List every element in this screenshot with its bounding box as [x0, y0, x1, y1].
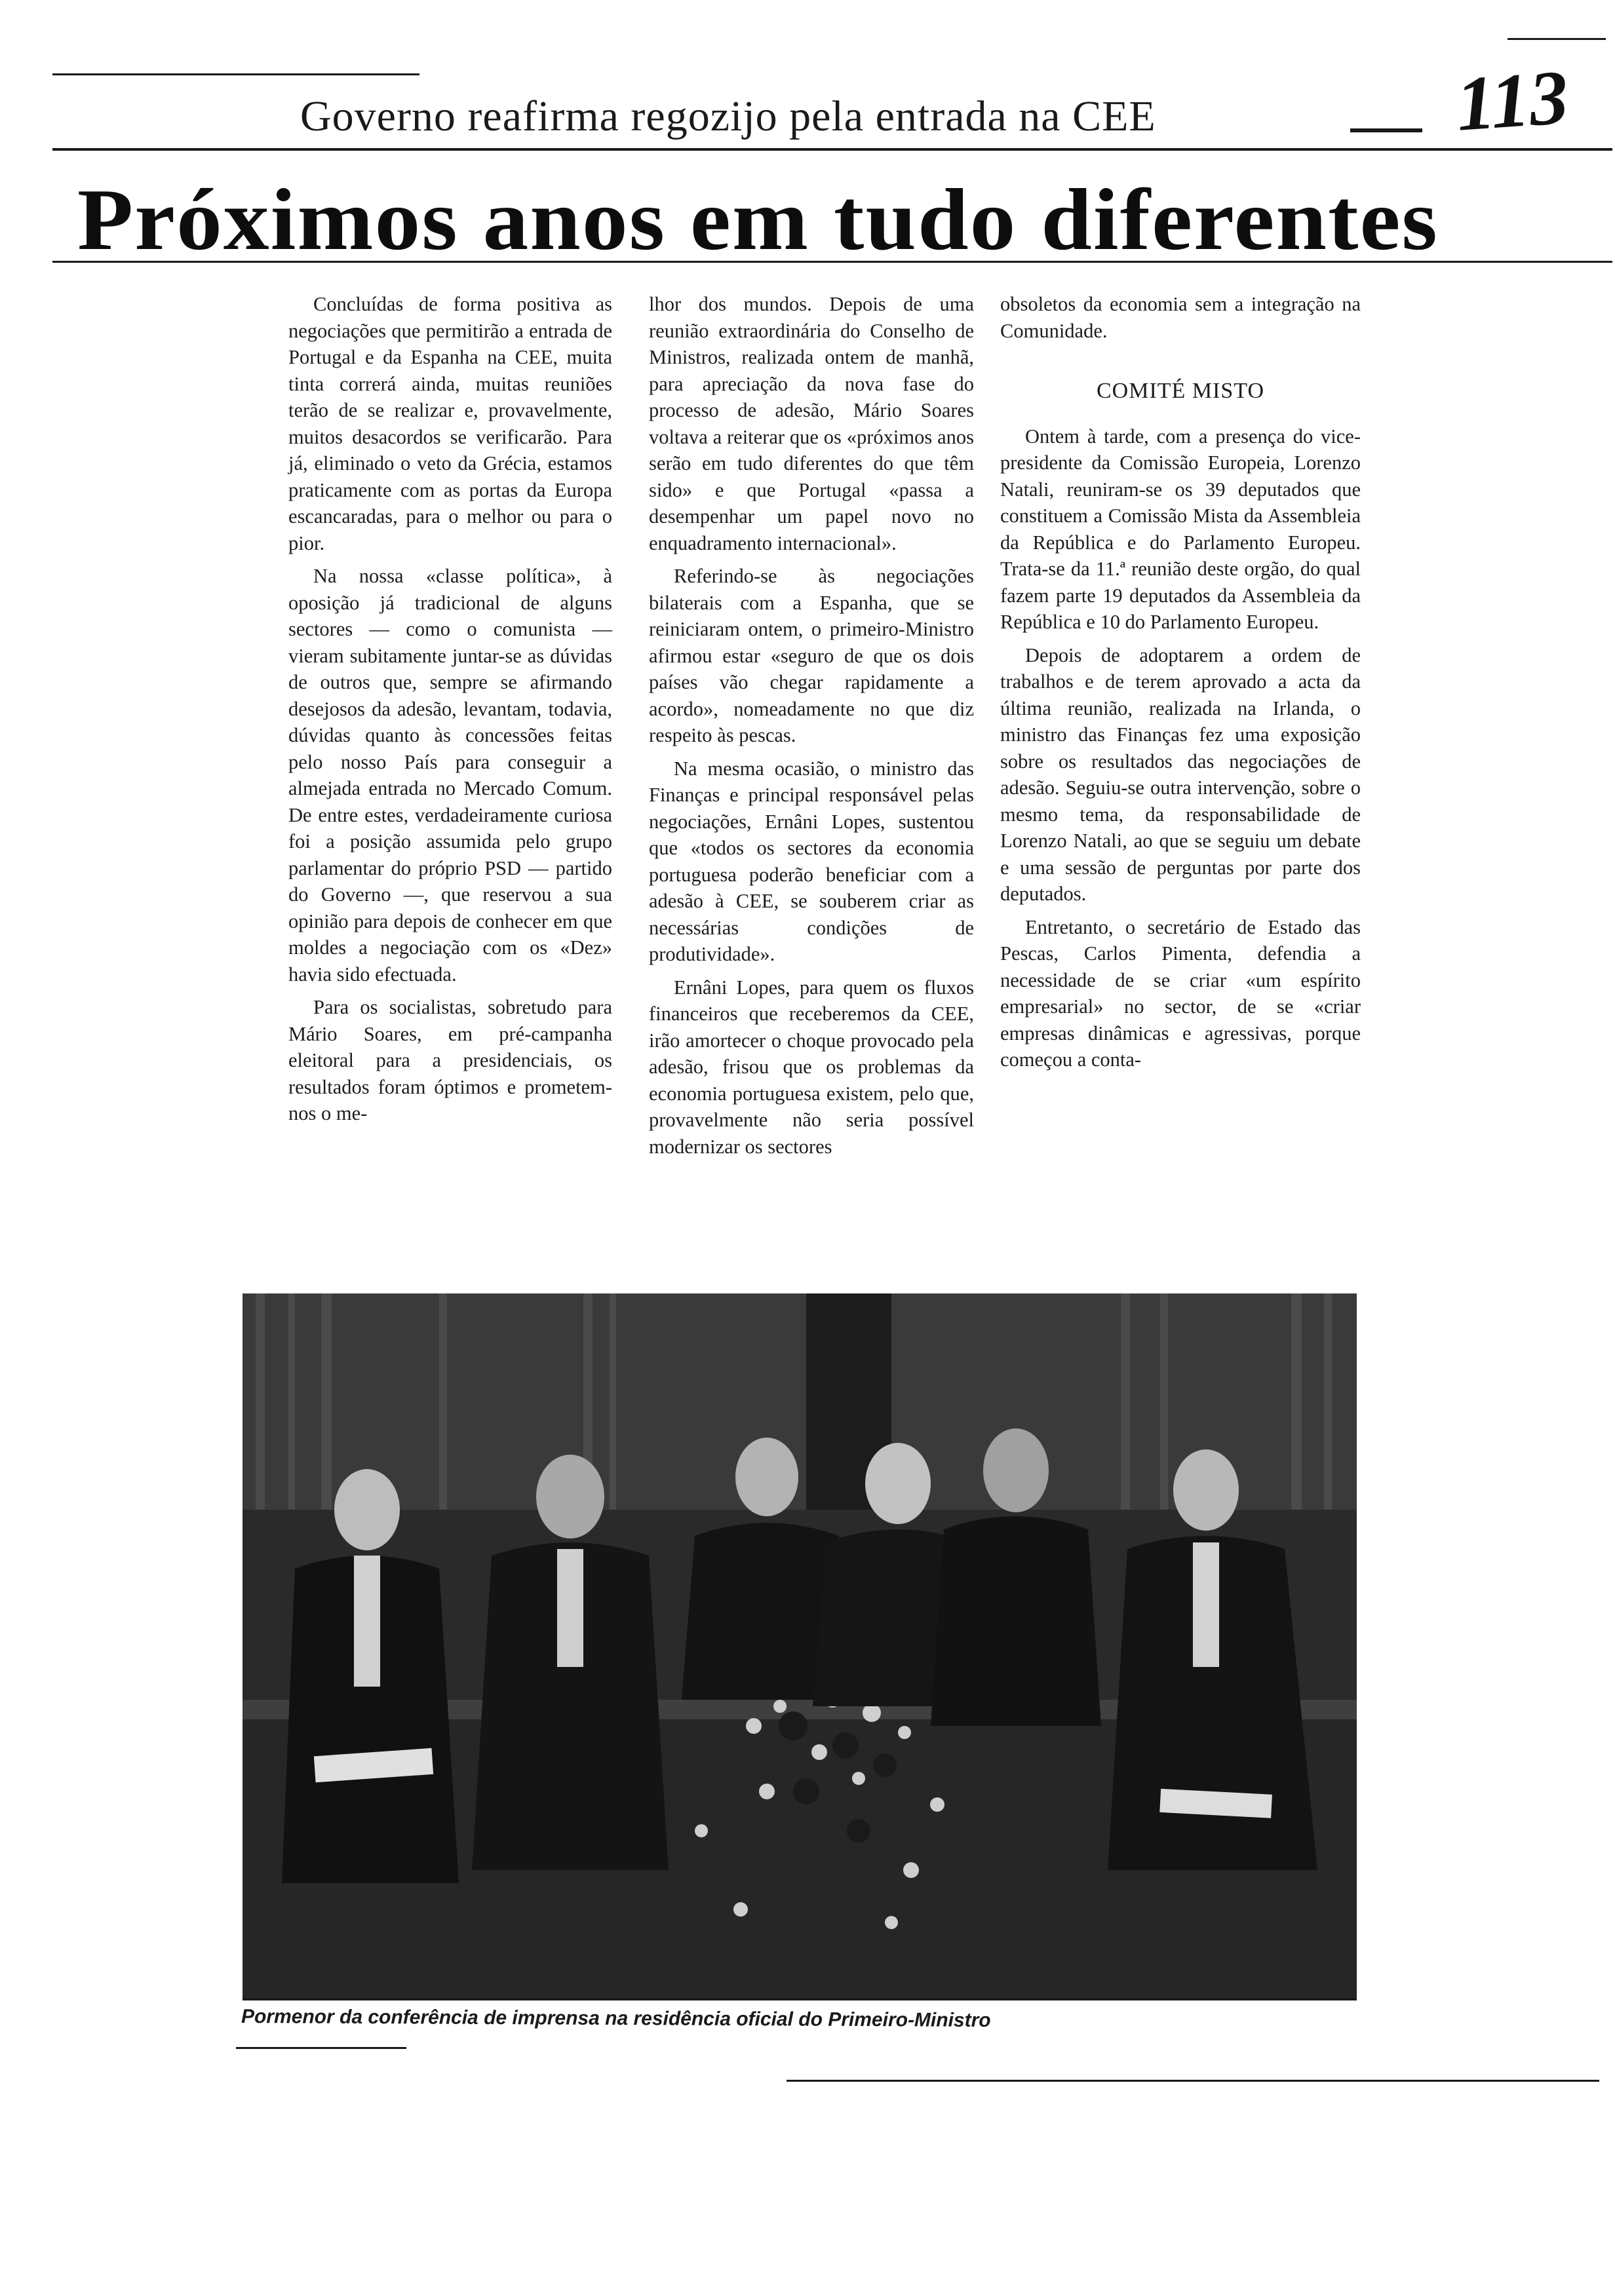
- article-paragraph: Referindo-se às negociações bilaterais com a Espanha, que se reiniciaram ontem, o primeiro-Ministro afirmou estar «seguro de que os dois países vão chegar rapidamente a acordo», nomeadamente no que diz respeito às pescas.: [649, 565, 974, 746]
- article-paragraph: Ontem à tarde, com a presença do vice-presidente da Comissão Europeia, Lorenzo Natali, reuniram-se os 39 deputados que constituem a Comissão Mista da Assembleia da República e do Parlamento Europeu. Trata-se da 11.ª reunião deste orgão, do qual fazem parte 19 deputados da Assembleia da República e 10 do Parlamento Europeu.: [1000, 425, 1361, 633]
- press-conference-photo: [243, 1293, 1357, 1999]
- section-subhead: COMITÉ MISTO: [1097, 379, 1264, 403]
- kicker-underline: [52, 148, 1612, 151]
- bottom-rule-left: [236, 2047, 406, 2049]
- article-paragraph: lhor dos mundos. Depois de uma reunião extraordinária do Conselho de Ministros, realizada ontem de manhã, para apreciação da nova fase do processo de adesão, Mário Soares voltava a reiterar que os «próximos anos serão em tudo diferentes do que têm sido» e que Portugal «passa a desempenhar um papel novo no enquadramento internacional».: [649, 293, 974, 554]
- article-paragraph: Para os socialistas, sobretudo para Mário Soares, em pré-campanha eleitoral para a presidenciais, os resultados foram óptimos e prometem-nos o me-: [288, 996, 612, 1124]
- kicker-dash: [1350, 128, 1422, 132]
- article-paragraph: Entretanto, o secretário de Estado das Pescas, Carlos Pimenta, defendia a necessidade de se criar «um espírito empresarial» no sector, de se «criar empresas dinâmicas e agressivas, porque começou a conta-: [1000, 915, 1361, 1071]
- photo-caption: Pormenor da conferência de imprensa na residência oficial do Primeiro-Ministro: [241, 2006, 991, 2031]
- article-paragraph: Concluídas de forma positiva as negociações que permitirão a entrada de Portugal e da Espanha na CEE, muita tinta correrá ainda, muitas reuniões terão de se realizar e, provavelmente, muitos desacordos se verificarão. Para já, eliminado o veto da Grécia, estamos praticamente com as portas da Europa escancaradas, para o melhor ou para o pior.: [288, 293, 612, 554]
- kicker-headline: Governo reafirma regozijo pela entrada na CEE: [300, 92, 1156, 140]
- bottom-rule-right: [787, 2080, 1599, 2082]
- article-paragraph: Ernâni Lopes, para quem os fluxos financeiros que receberemos da CEE, irão amortecer o choque provocado pela adesão, frisou que os problemas da economia portuguesa existem, pelo que, provavelmente não seria possível modernizar os sectores: [649, 976, 974, 1158]
- article-paragraph: obsoletos da economia sem a integração na Comunidade.: [1000, 293, 1361, 342]
- article-paragraph: Na mesma ocasião, o ministro das Finanças e principal responsável pelas negociações, Ernâni Lopes, sustentou que «todos os sectores da economia portuguesa poderão beneficiar com a adesão à CEE, se souberem criar as necessárias condições de produtividade».: [649, 757, 974, 965]
- article-paragraph: Na nossa «classe política», à oposição já tradicional de alguns sectores — como o comunista — vieram subitamente juntar-se as dúvidas de outros que, sempre se afirmando desejosos da adesão, levantam, todavia, dúvidas quanto às concessões feitas pelo nosso País para conseguir a almejada entrada no Mercado Comum. De entre estes, verdadeiramente curiosa foi a posição assumida pelo grupo parlamentar do próprio PSD — partido do Governo —, que reservou a sua opinião para depois de conhecer em que moldes a negociação com os «Dez» havia sido efectuada.: [288, 565, 612, 985]
- article-paragraph: Depois de adoptarem a ordem de trabalhos e de terem aprovado a acta da última reunião, realizada na Irlanda, o ministro das Finanças fez uma exposição sobre os resultados das negociações de adesão. Seguiu-se outra intervenção, sobre o mesmo tema, da responsabilidade de Lorenzo Natali, ao que se seguiu um debate e uma sessão de perguntas por parte dos deputados.: [1000, 643, 1361, 905]
- top-rule-right: [1508, 38, 1606, 40]
- page-title: Próximos anos em tudo diferentes: [77, 171, 1439, 268]
- article-column-1: [288, 291, 612, 1277]
- handwritten-page-number: 113: [1453, 54, 1571, 147]
- article-column-2: [649, 291, 974, 1277]
- caption-rule: [243, 1999, 1357, 2000]
- article-column-3: [1000, 291, 1361, 1277]
- top-rule-left: [52, 73, 419, 75]
